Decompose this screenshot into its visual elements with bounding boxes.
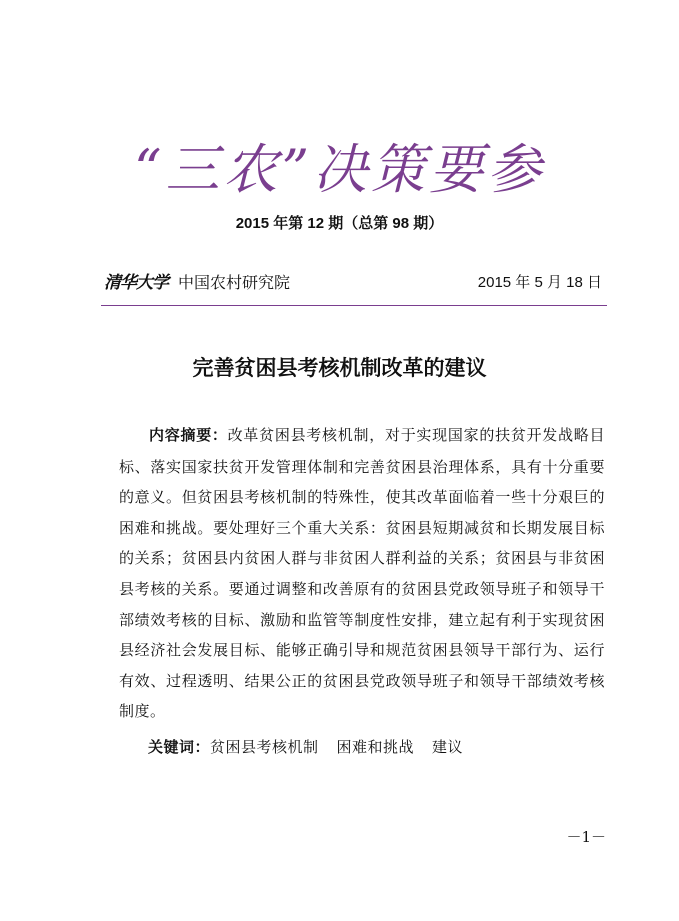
university-logo: 清华大学 (104, 273, 168, 293)
publisher-row (104, 271, 604, 297)
masthead-title: “三农”决策要参 (133, 138, 546, 201)
header-divider (101, 305, 607, 306)
publication-date: 2015 年 5 月 18 日 (477, 274, 602, 291)
issue-number: 2015 年第 12 期（总第 98 期） (235, 215, 444, 232)
page-number: －1－ (566, 828, 606, 846)
keywords-line (148, 734, 463, 761)
keyword-item: 困难和挑战 (336, 738, 415, 756)
abstract-paragraph (119, 420, 605, 727)
institute-name: 中国农村研究院 (178, 273, 291, 292)
article-title: 完善贫困县考核机制改革的建议 (192, 355, 487, 380)
keyword-item: 贫困县考核机制 (210, 738, 319, 756)
abstract-text: 改革贫困县考核机制，对于实现国家的扶贫开发战略目标、落实国家扶贫开发管理体制和完善贫困县治理体系，具有十分重要的意义。但贫困县考核机制的特殊性，使其改革面临着一些十分艰巨的困难和挑战。要处理好三个重大关系：贫困县短期减贫和长期发展目标的关系；贫困县内贫困人群与非贫困人群利益的关系；贫困县与非贫困县考核的关系。要通过调整和改善原有的贫困县党政领导班子和领导干部绩效考核的目标、激励和监管等制度性安排，建立起有利于实现贫困县经济社会发展目标、能够正确引导和规范贫困县领导干部行为、运行有效、过程透明、结果公正的贫困县党政领导班子和领导干部绩效考核制度。 (119, 426, 605, 721)
abstract-label: 内容摘要： (149, 427, 228, 444)
keyword-item: 建议 (432, 738, 464, 756)
keywords-label: 关键词： (148, 739, 211, 756)
